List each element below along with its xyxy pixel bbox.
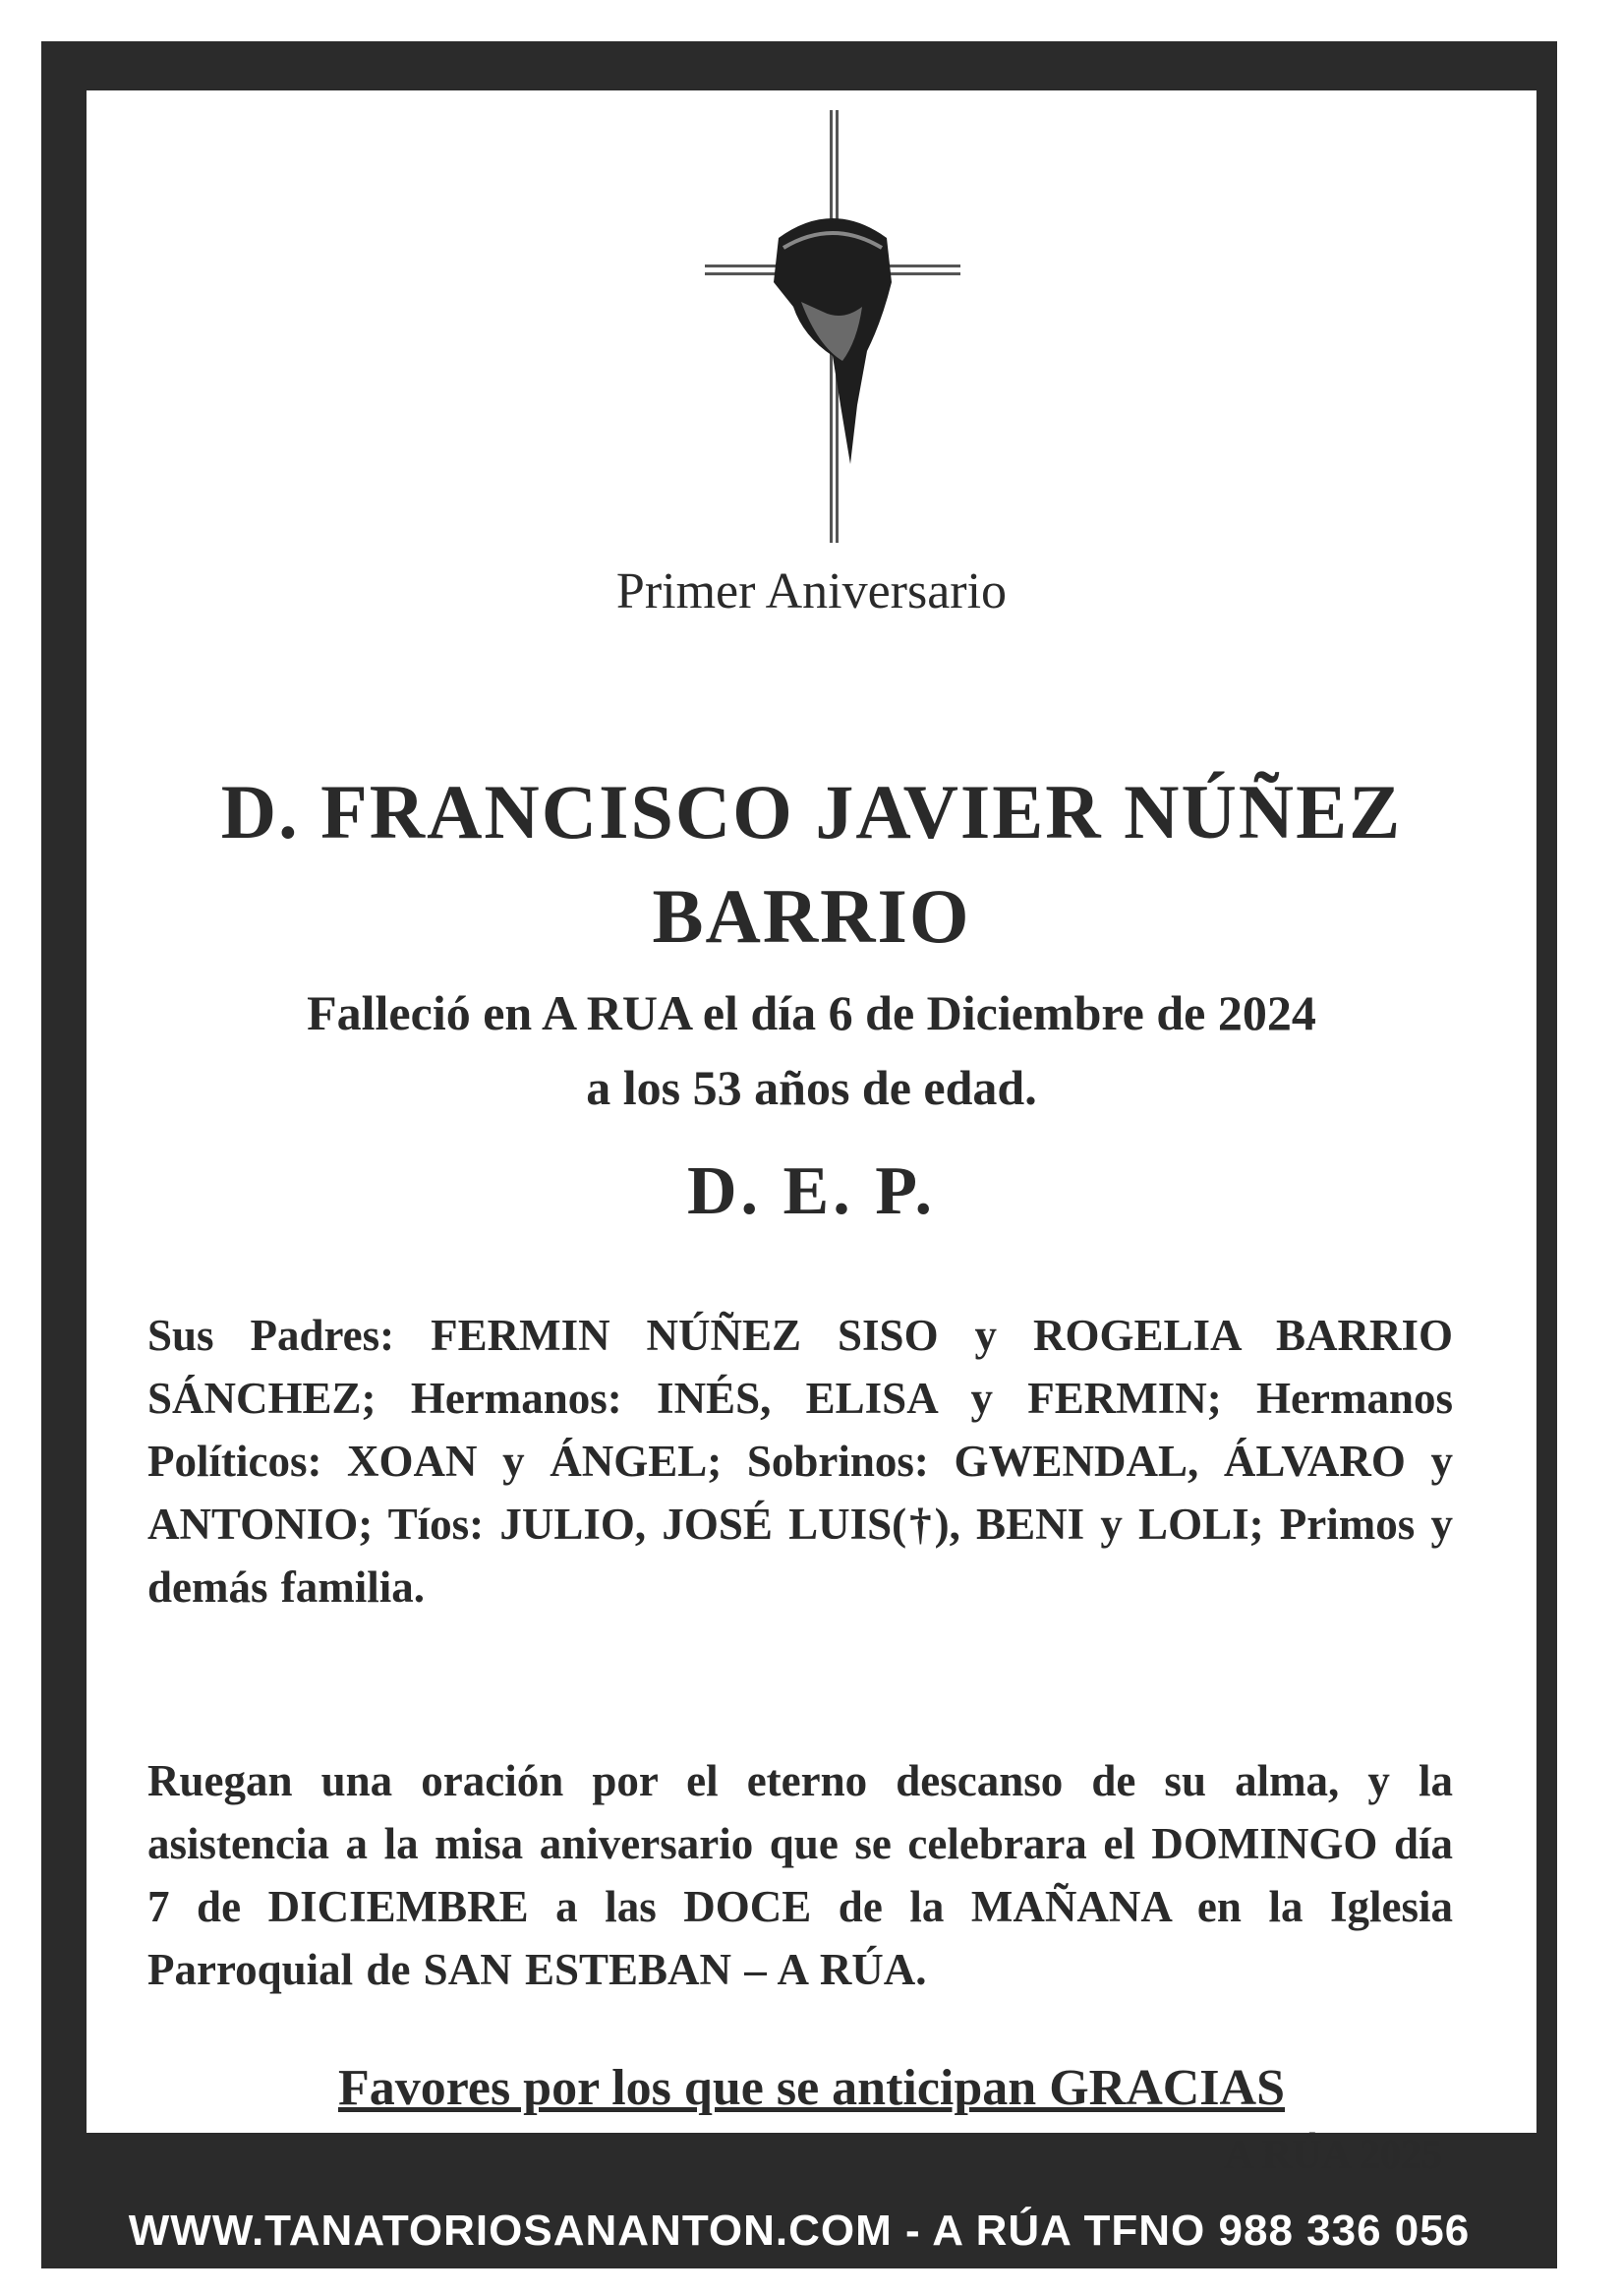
family-paragraph: Sus Padres: FERMIN NÚÑEZ SISO y ROGELIA BARRIO SÁNCHEZ; Hermanos: INÉS, ELISA y FERMIN; Hermanos Políticos: XOAN y ÁNGEL; Sobrinos: GWENDAL, ÁLVARO y ANTONIO; Tíos: JULIO, JOSÉ LUIS(†), BENI y LOLI; Primos y demás familia. — [147, 1311, 1453, 1612]
prayer-paragraph: Ruegan una oración por el eterno descanso de su alma, y la asistencia a la misa aniversario que se celebrara el DOMINGO día 7 de DICIEMBRE a las DOCE de la MAÑANA en la Iglesia Parroquial de SAN ESTEBAN – A RÚA. — [147, 1756, 1453, 1994]
deceased-name-line2: BARRIO — [652, 873, 971, 959]
rip-abbreviation: D. E. P. — [686, 1153, 937, 1229]
age-line: a los 53 años de edad. — [586, 1060, 1037, 1115]
death-info — [87, 975, 1536, 1125]
death-date-line: Falleció en A RUA el día 6 de Diciembre de 2024 — [307, 985, 1316, 1040]
deceased-name-line1: D. FRANCISCO JAVIER NÚÑEZ — [220, 769, 1403, 854]
deceased-name — [87, 760, 1536, 969]
footer-contact: WWW.TANATORIOSANANTON.COM - A RÚA TFNO 988 336 056 — [128, 2207, 1471, 2255]
crucifix-icon — [685, 110, 980, 543]
thanks-line: Favores por los que se anticipan GRACIAS — [337, 2060, 1286, 2116]
notice-title: Primer Aniversario — [615, 563, 1008, 619]
place-year: A RÚA 2025 — [1224, 2133, 1442, 2178]
